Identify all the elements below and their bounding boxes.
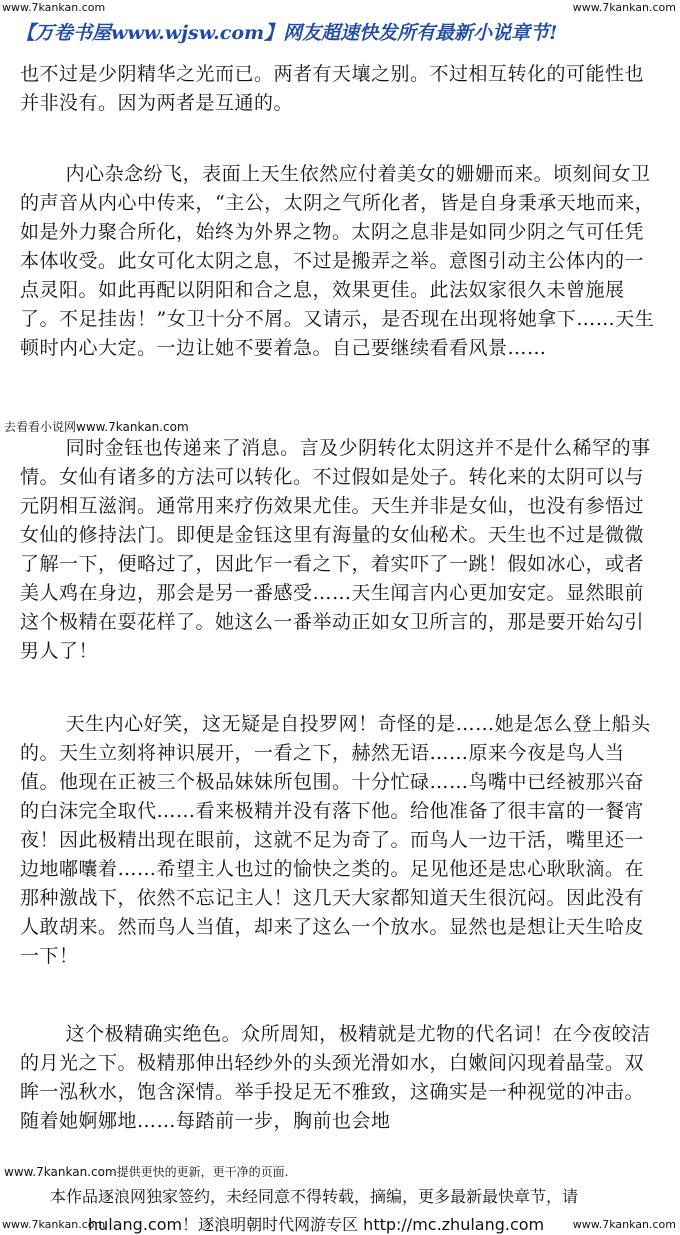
paragraph-2: 内心杂念纷飞，表面上天生依然应付着美女的姗姗而来。顷刻间女卫的声音从内心中传来，“主公，太阴之气所化者，皆是自身秉承天地而来，如是外力聚合所化，始终为外界之物。太阴之息非是如同少阴之气可任凭本体收受。此女可化太阴之息，不过是搬弄之举。意图引动主公体内的一点灵阳。如此再配以阴阳和合之息，效果更佳。此法奴家很久未曾施展了。不足挂齿！”女卫十分不屑。又请示，是否现在出现将她拿下……天生顿时内心大定。一边让她不要着急。自己要继续看看风景…… [20,163,655,359]
inline-site-note: 去看看小说网www.7kankan.com [4,420,189,434]
watermark-top-left: www.7kankan.com [2,1,106,14]
footer-copyright-line: 本作品逐浪网独家签约，未经同意不得转载，摘编，更多最新最快章节，请 [50,1187,579,1206]
watermark-bottom-left: www.7kankan.com [2,1218,106,1231]
paragraph-5: 这个极精确实绝色。众所周知，极精就是尤物的代名词！在今夜皎洁的月光之下。极精那伸出轻纱外的头颈光滑如水，白嫩间闪现着晶莹。双眸一泓秋水，饱含深情。举手投足无不雅致，这确实是一种视觉的冲击。随着她婀娜地……每踏前一步，胸前也会地 [20,1023,651,1132]
watermark-top-right: www.7kankan.com [572,1,676,14]
paragraph-3: 同时金钰也传递来了消息。言及少阴转化太阴这并不是什么稀罕的事情。女仙有诸多的方法可以转化。不过假如是处子。转化来的太阴可以与元阴相互滋润。通常用来疗伤效果尤佳。天生并非是女仙，也没有参悟过女仙的修持法门。即便是金钰这里有海量的女仙秘术。天生也不过是微微了解一下，便略过了，因此乍一看之下，着实吓了一跳！假如冰心，或者美人鸡在身边，那会是另一番感受……天生闻言内心更加安定。显然眼前这个极精在耍花样了。她这么一番举动正如女卫所言的，那是要开始勾引男人了！ [20,437,651,662]
footer-link-line: hulang.com！逐浪明朝时代网游专区 http://mc.zhulang.com [88,1215,545,1234]
watermark-bottom-right: www.7kankan.com [572,1218,676,1231]
paragraph-1: 也不过是少阴精华之光而已。两者有天壤之别。不过相互转化的可能性也并非没有。因为两者是互通的。 [20,63,645,114]
paragraph-4: 天生内心好笑，这无疑是自投罗网！奇怪的是……她是怎么登上船头的。天生立刻将神识展开，一看之下，赫然无语……原来今夜是鸟人当值。他现在正被三个极品妹妹所包围。十分忙碌……鸟嘴中已经被那兴奋的白沫完全取代……看来极精并没有落下他。给他准备了很丰富的一餐宵夜！因此极精出现在眼前，这就不足为奇了。而鸟人一边干活，嘴里还一边地嘟囔着……希望主人也过的愉快之类的。足见他还是忠心耿耿滴。在那种激战下，依然不忘记主人！这几天大家都知道天生很沉闷。因此没有人敢胡来。然而鸟人当值，却来了这么一个放水。显然也是想让天生哈皮一下！ [20,713,651,967]
footer-note: www.7kankan.com提供更快的更新，更干净的页面. [4,1165,289,1179]
site-banner: 【万卷书屋www.wjsw.com】网友超速快发所有最新小说章节! [16,22,558,44]
